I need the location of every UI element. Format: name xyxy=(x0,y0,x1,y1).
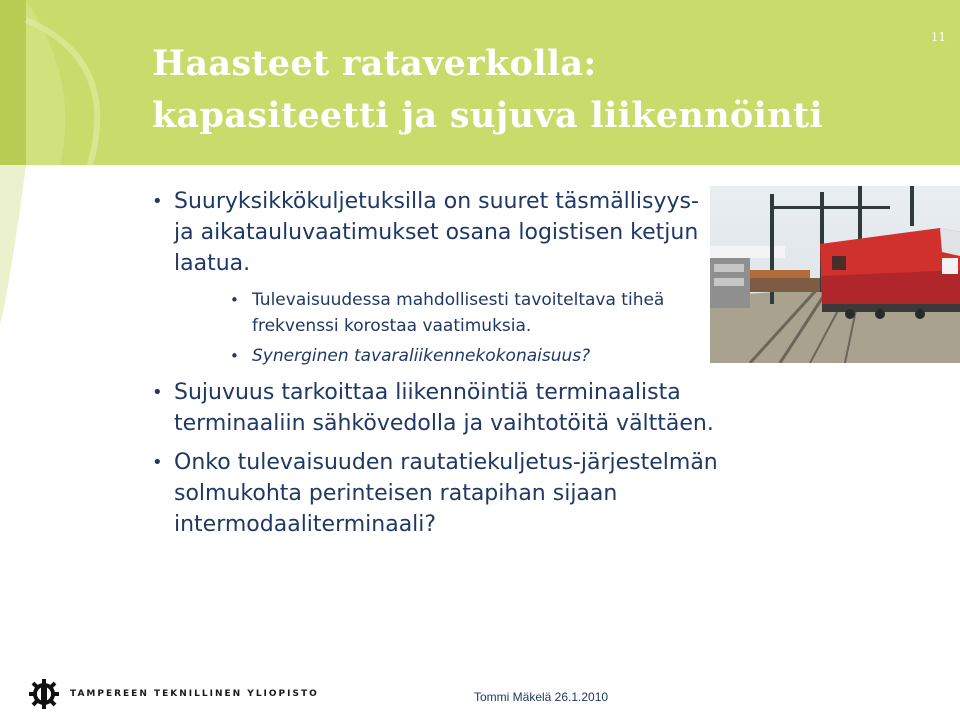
bullet-text: Suuryksikkökuljetuksilla on suuret täsmällisyys- ja aikatauluvaatimukset osana logistisen ketjun laatua. xyxy=(174,189,699,276)
sub-bullet-item xyxy=(228,287,720,339)
slide-number: 11 xyxy=(930,30,946,44)
photo-drawing xyxy=(710,186,960,363)
locomotive-photo xyxy=(710,186,960,363)
sub-bullet-text: Synerginen tavaraliikennekokonaisuus? xyxy=(252,346,591,366)
bullet-item xyxy=(150,186,720,369)
sub-bullet-item xyxy=(228,343,720,369)
footer-logo xyxy=(28,678,319,710)
sub-bullet-list xyxy=(174,287,720,369)
left-strip xyxy=(0,165,26,723)
sub-bullet-text: Tulevaisuudessa mahdollisesti tavoiteltava tiheä frekvenssi korostaa vaatimuksia. xyxy=(252,290,665,336)
bullet-item xyxy=(150,377,720,439)
bullet-list xyxy=(150,186,720,548)
title-line-2: kapasiteetti ja sujuva liikennöinti xyxy=(152,95,823,136)
slide-title xyxy=(152,38,932,142)
bullet-item xyxy=(150,447,720,540)
bullet-text: Onko tulevaisuuden rautatiekuljetus-järjestelmän solmukohta perinteisen ratapihan sijaan intermodaaliterminaali? xyxy=(174,450,718,537)
title-line-1: Haasteet rataverkolla: xyxy=(152,43,597,84)
organization-name: TAMPEREEN TEKNILLINEN YLIOPISTO xyxy=(70,689,319,699)
gear-logo-icon xyxy=(28,678,60,710)
footer-author-date: Tommi Mäkelä 26.1.2010 xyxy=(474,690,609,704)
bullet-text: Sujuvuus tarkoittaa liikennöintiä terminaalista terminaaliin sähkövedolla ja vaihtotöitä välttäen. xyxy=(174,380,714,436)
